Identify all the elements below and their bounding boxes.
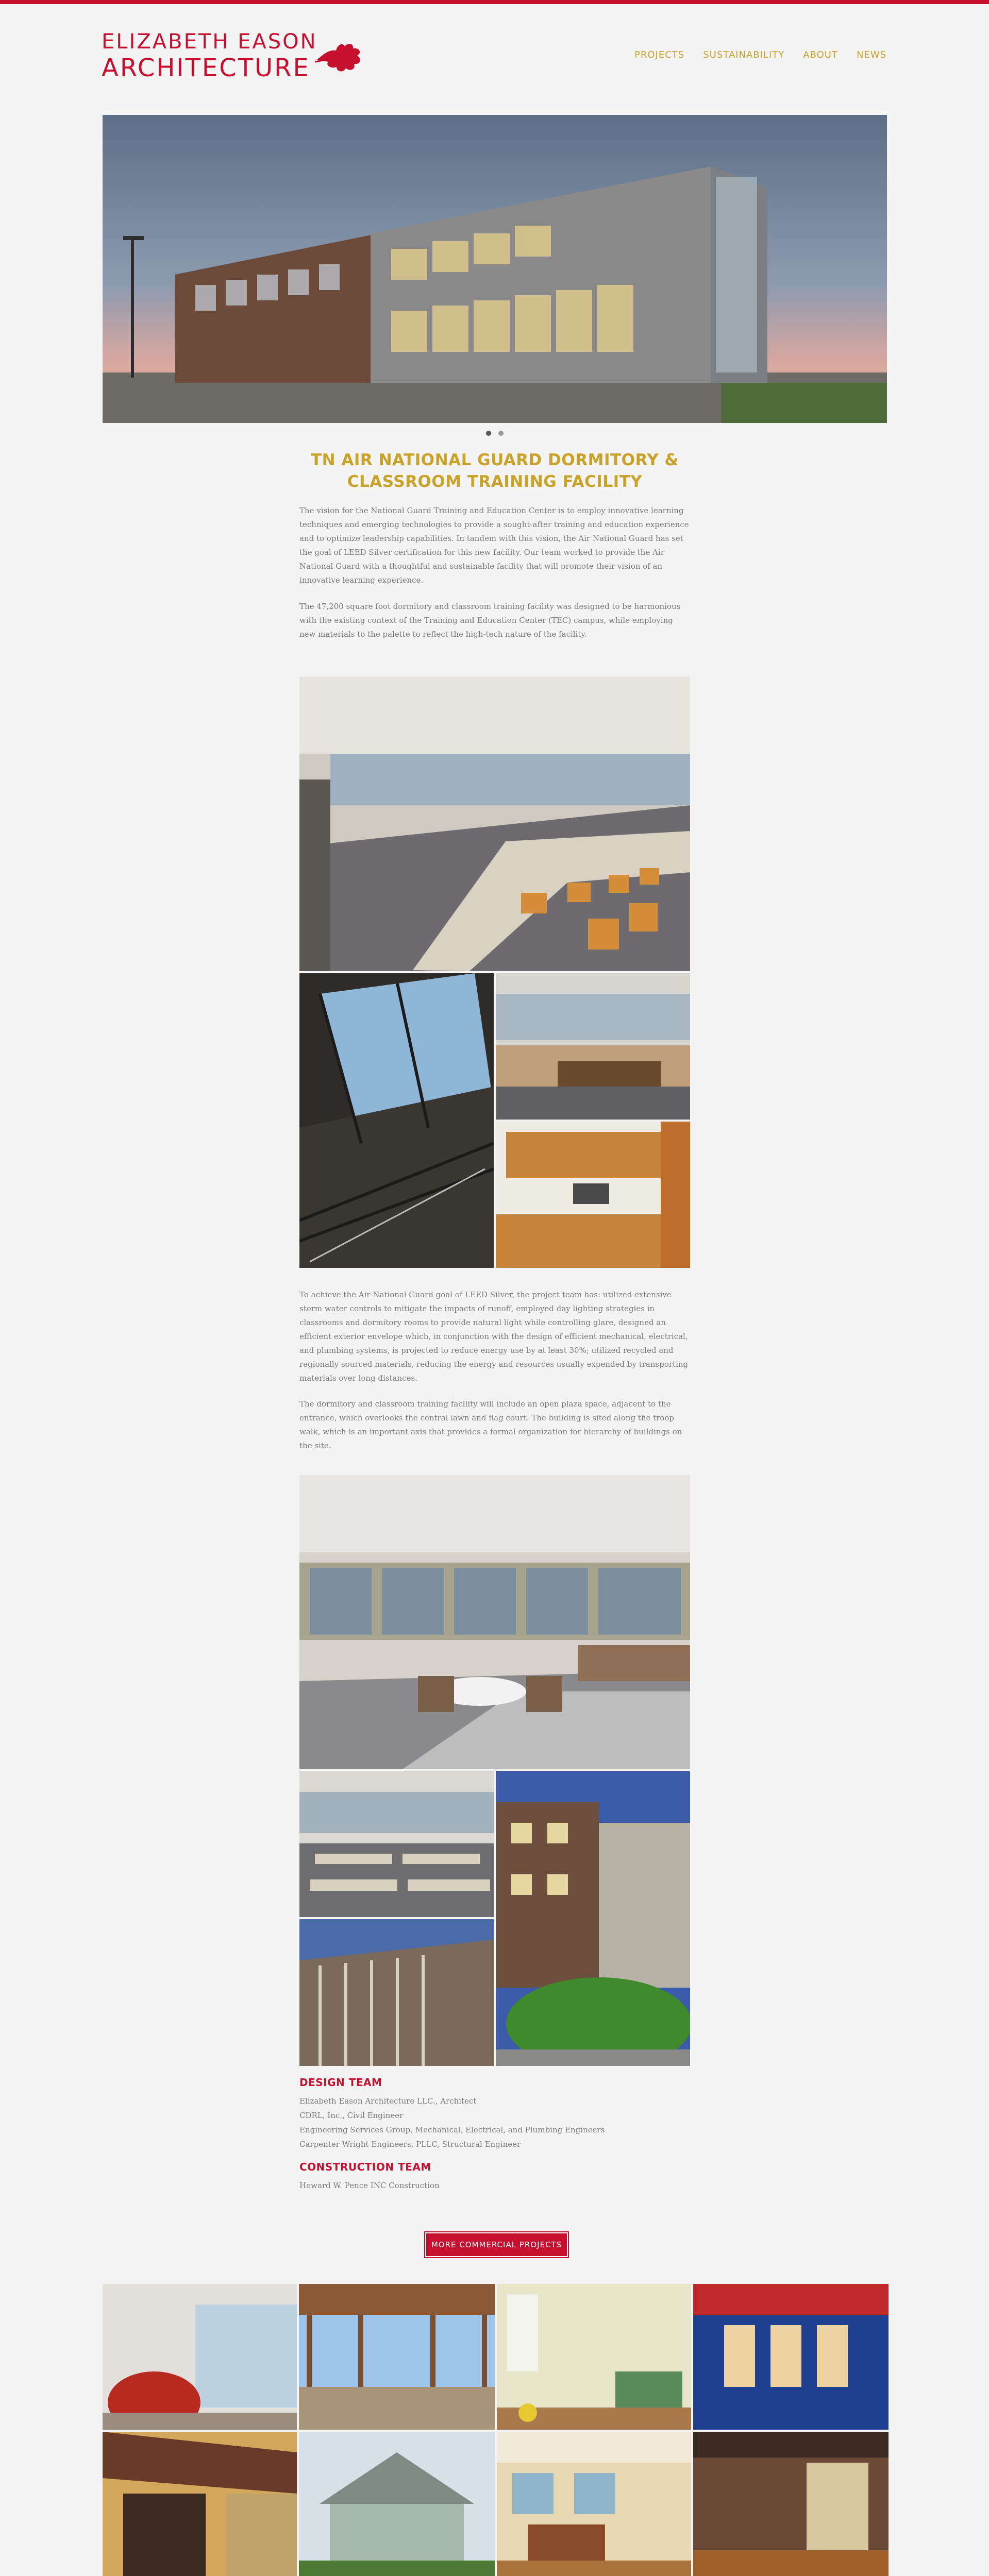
project-tile[interactable] (103, 2432, 297, 2576)
photo-stairwell[interactable] (299, 973, 494, 1268)
design-team-member: Carpenter Wright Engineers, PLLC, Structural Engineer (299, 2140, 521, 2149)
logo-line2: ARCHITECTURE (102, 54, 310, 82)
project-tile[interactable] (497, 2432, 691, 2576)
oak-leaf-icon (313, 39, 364, 75)
nav-sustainability[interactable]: SUSTAINABILITY (703, 49, 785, 60)
design-team-member: Elizabeth Eason Architecture LLC., Architect (299, 2096, 477, 2106)
photo-exterior-detail[interactable] (299, 1919, 494, 2066)
design-team-heading: DESIGN TEAM (299, 2076, 382, 2089)
project-tile[interactable] (693, 2284, 889, 2430)
photo-training-room[interactable] (299, 1771, 494, 1917)
project-tile[interactable] (103, 2284, 297, 2430)
photo-kitchenette[interactable] (496, 973, 690, 1120)
photo-cabinets[interactable] (496, 1122, 690, 1268)
photo-lounge[interactable] (299, 1475, 690, 1769)
photo-classroom-wide[interactable] (299, 676, 690, 971)
construction-team-heading: CONSTRUCTION TEAM (299, 2161, 431, 2173)
design-team-member: Engineering Services Group, Mechanical, Electrical, and Plumbing Engineers (299, 2125, 605, 2134)
nav-projects[interactable]: PROJECTS (634, 49, 685, 60)
project-title (299, 449, 690, 493)
design-team-member: CDRL, Inc., Civil Engineer (299, 2111, 404, 2120)
more-commercial-projects-button[interactable]: MORE COMMERCIAL PROJECTS (425, 2232, 568, 2257)
slider-dot-1[interactable] (486, 431, 491, 436)
top-accent-bar (0, 0, 989, 4)
project-title-line1: TN AIR NATIONAL GUARD DORMITORY & (311, 451, 679, 469)
project-paragraph-4: The dormitory and classroom training facility will include an open plaza space, adjacent to the entrance, which overlooks the central lawn and flag court. The building is sited along the troop walk, which is an important axis that provides a formal organization for hierarchy of buildings on the site. (299, 1399, 682, 1450)
main-nav (634, 49, 886, 60)
nav-about[interactable]: ABOUT (803, 49, 838, 60)
project-title-line2: CLASSROOM TRAINING FACILITY (347, 472, 643, 491)
construction-team-member: Howard W. Pence INC Construction (299, 2181, 440, 2190)
project-paragraph-1: The vision for the National Guard Training and Education Center is to employ innovative learning techniques and emerging technologies to provide a sought-after training and education experience and to optimize leadership capabilities. In tandem with this vision, the Air National Guard has set the goal of LEED Silver certification for this new facility. Our team worked to provide the Air National Guard with a thoughtful and sustainable facility that will promote their vision of an innovative learning experience. (299, 506, 689, 585)
site-logo[interactable] (102, 30, 370, 81)
project-paragraph-3: To achieve the Air National Guard goal of LEED Silver, the project team has: utilized extensive storm water controls to mitigate the impacts of runoff, employed day lighting strategies in classrooms and dormitory rooms to provide natural light while controlling glare, designed an efficient exterior envelope which, in conjunction with the design of efficient mechanical, electrical, and plumbing systems, is projected to reduce energy use by at least 30%; utilized recycled and regionally sourced materials, reducing the energy and resources usually expended by transporting materials over long distances. (299, 1290, 689, 1383)
project-tile[interactable] (497, 2284, 691, 2430)
logo-line1: ELIZABETH EASON (102, 30, 317, 54)
slider-dot-2[interactable] (498, 431, 504, 436)
project-tile[interactable] (299, 2284, 495, 2430)
project-tile[interactable] (693, 2432, 889, 2576)
project-tile[interactable] (299, 2432, 495, 2576)
project-paragraph-2: The 47,200 square foot dormitory and classroom training facility was designed to be harmonious with the existing context of the Training and Education Center (TEC) campus, while employing new materials to the palette to reflect the high-tech nature of the facility. (299, 602, 681, 639)
nav-news[interactable]: NEWS (856, 49, 886, 60)
slider-dots (0, 431, 989, 436)
hero-slide-image[interactable] (103, 115, 887, 423)
photo-courtyard[interactable] (496, 1771, 690, 2066)
